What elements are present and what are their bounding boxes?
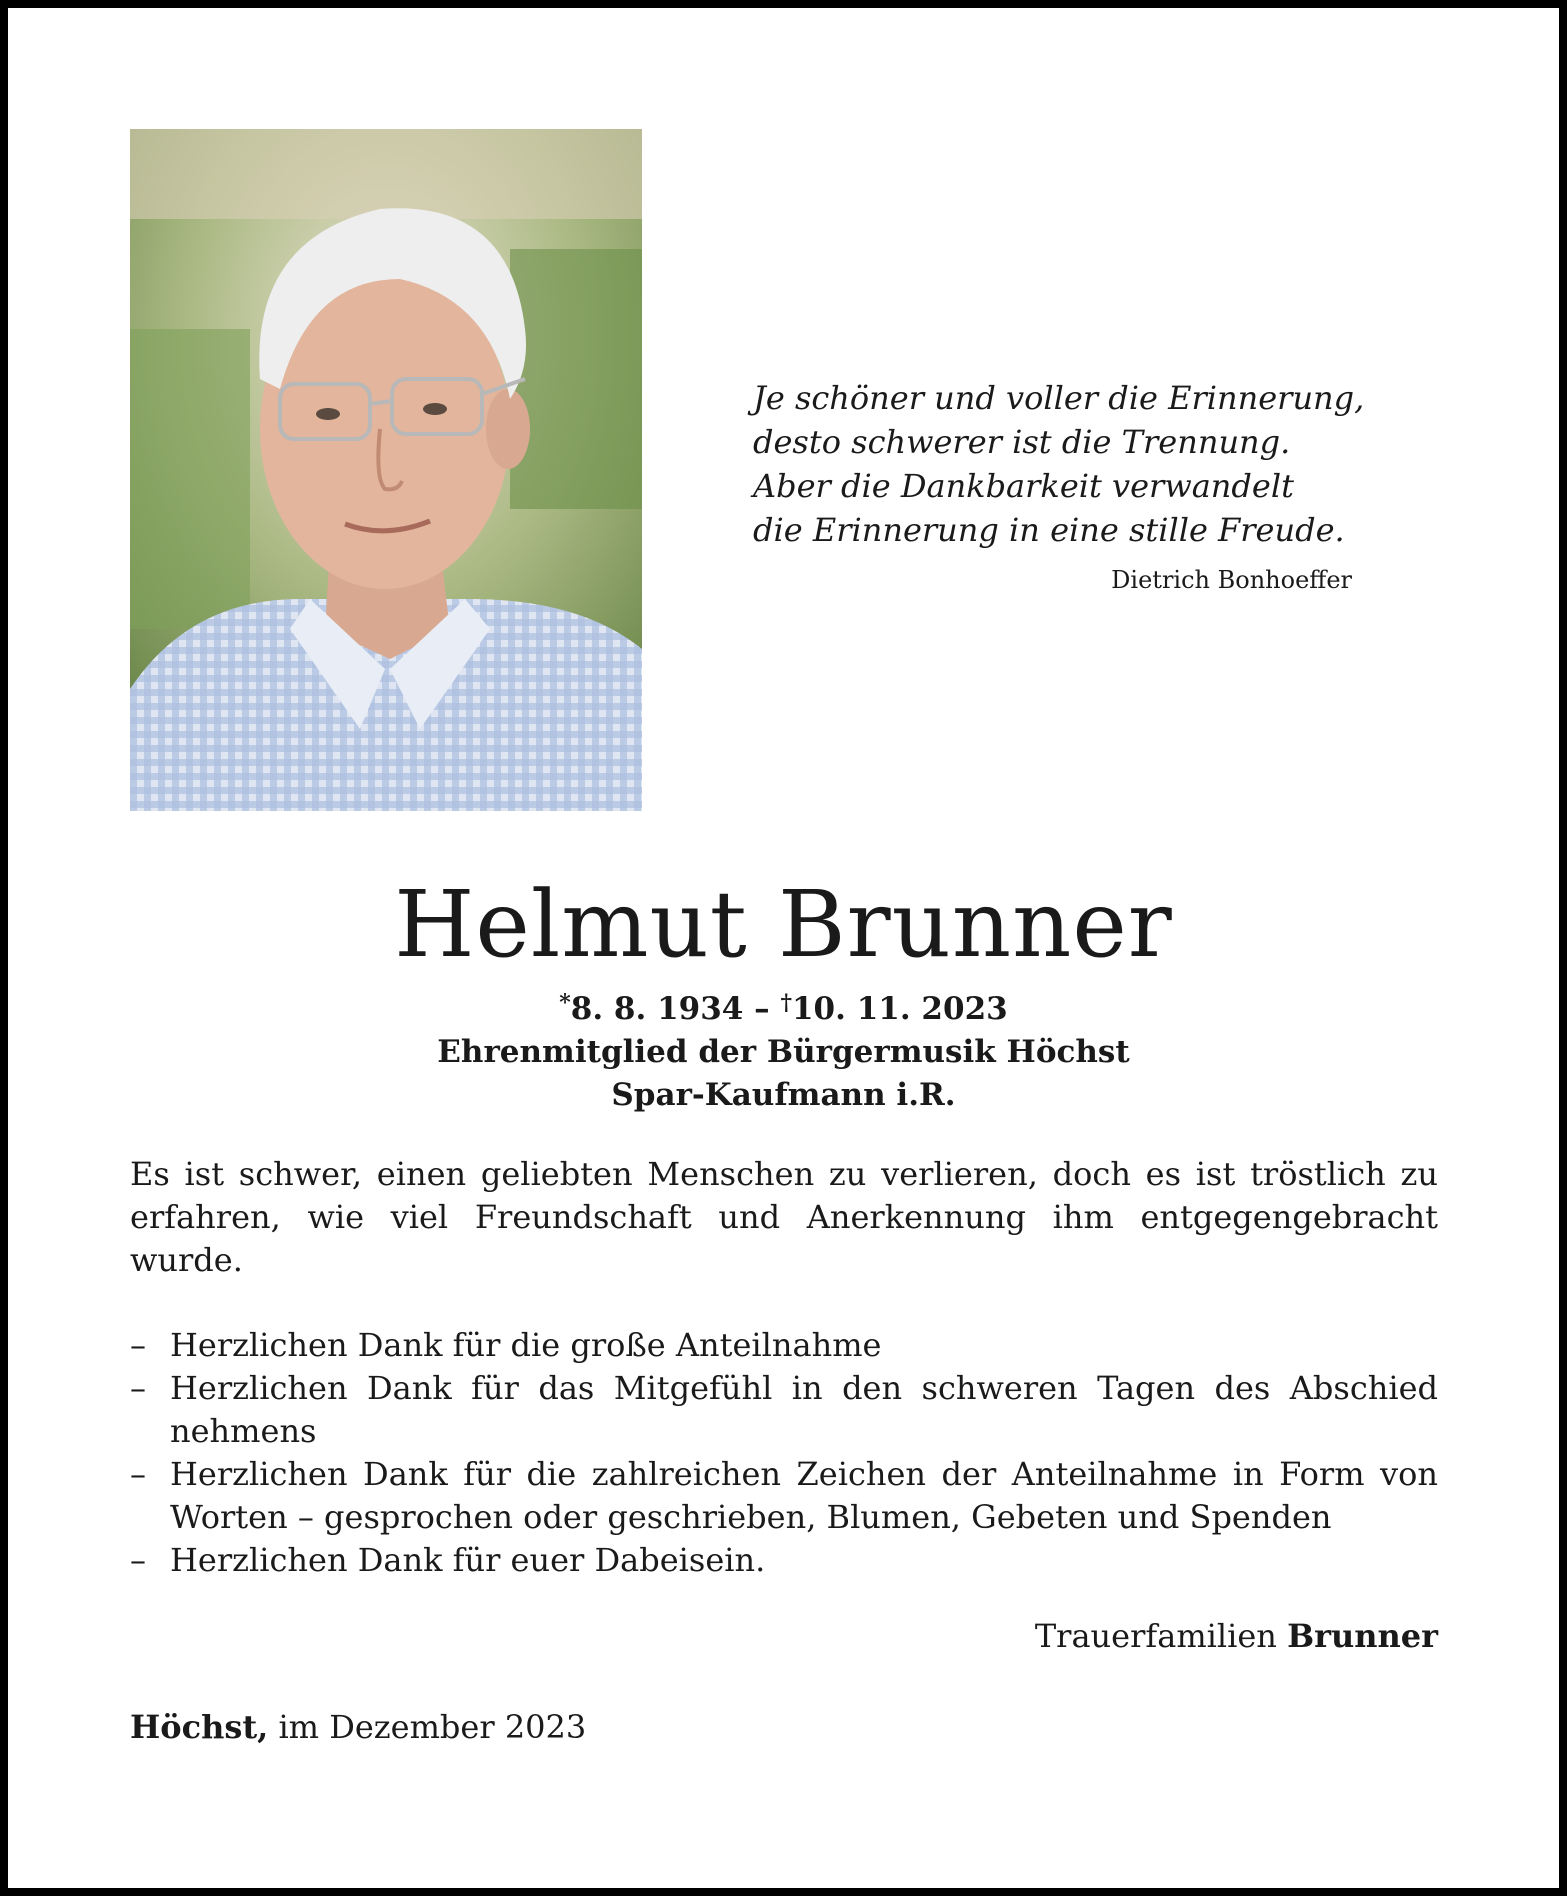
- place-town: Höchst,: [130, 1708, 269, 1746]
- profession: Spar-Kaufmann i.R.: [611, 1077, 956, 1113]
- birth-date: 8. 8. 1934: [570, 991, 744, 1027]
- dash-bullet: –: [130, 1541, 146, 1579]
- list-item-text: Herzlichen Dank für die zahlreichen Zeichen der Anteilnahme in Form von Worten – gesprochen oder geschrieben, Blumen, Gebeten und Spenden: [170, 1455, 1438, 1536]
- list-item: [130, 1367, 1438, 1453]
- honorary-title: Ehrenmitglied der Bürgermusik Höchst: [437, 1034, 1130, 1070]
- signature: [808, 1615, 1438, 1658]
- date-separator: –: [743, 991, 781, 1027]
- place-date-text: im Dezember 2023: [278, 1708, 587, 1746]
- place-date: [130, 1706, 930, 1749]
- life-dates: [8, 988, 1559, 1031]
- deceased-name: Helmut Brunner: [394, 871, 1173, 978]
- quote-author: Dietrich Bonhoeffer: [1111, 566, 1352, 594]
- obituary-page: [8, 8, 1559, 1888]
- list-item: [130, 1453, 1438, 1539]
- list-item: [130, 1324, 1438, 1367]
- deceased-details: [8, 988, 1559, 1117]
- signature-prefix: Trauerfamilien: [1034, 1617, 1277, 1655]
- birth-symbol: *: [559, 990, 571, 1016]
- quote-line: Je schöner und voller die Erinnerung,: [753, 379, 1365, 417]
- list-item-text: Herzlichen Dank für das Mitgefühl in den schweren Tagen des Abschied nehmens: [170, 1369, 1438, 1450]
- quote: [753, 376, 1363, 552]
- quote-line: desto schwerer ist die Trennung.: [753, 423, 1291, 461]
- signature-family: Brunner: [1287, 1617, 1438, 1655]
- intro-text: Es ist schwer, einen geliebten Menschen zu verlieren, doch es ist tröstlich zu erfahren, wie viel Freundschaft und Anerkennung ihm entgegengebracht wurde.: [130, 1155, 1438, 1279]
- quote-line: die Erinnerung in eine stille Freude.: [753, 511, 1345, 549]
- dash-bullet: –: [130, 1369, 146, 1407]
- thanks-list: [130, 1324, 1438, 1582]
- portrait-illustration: [130, 129, 642, 811]
- quote-line: Aber die Dankbarkeit verwandelt: [753, 467, 1294, 505]
- death-date: 10. 11. 2023: [791, 991, 1008, 1027]
- portrait-photo: [130, 129, 642, 811]
- list-item-text: Herzlichen Dank für die große Anteilnahme: [170, 1326, 882, 1364]
- list-item-text: Herzlichen Dank für euer Dabeisein.: [170, 1541, 766, 1579]
- list-item: [130, 1539, 1438, 1582]
- death-symbol: †: [780, 990, 792, 1016]
- dash-bullet: –: [130, 1455, 146, 1493]
- dash-bullet: –: [130, 1326, 146, 1364]
